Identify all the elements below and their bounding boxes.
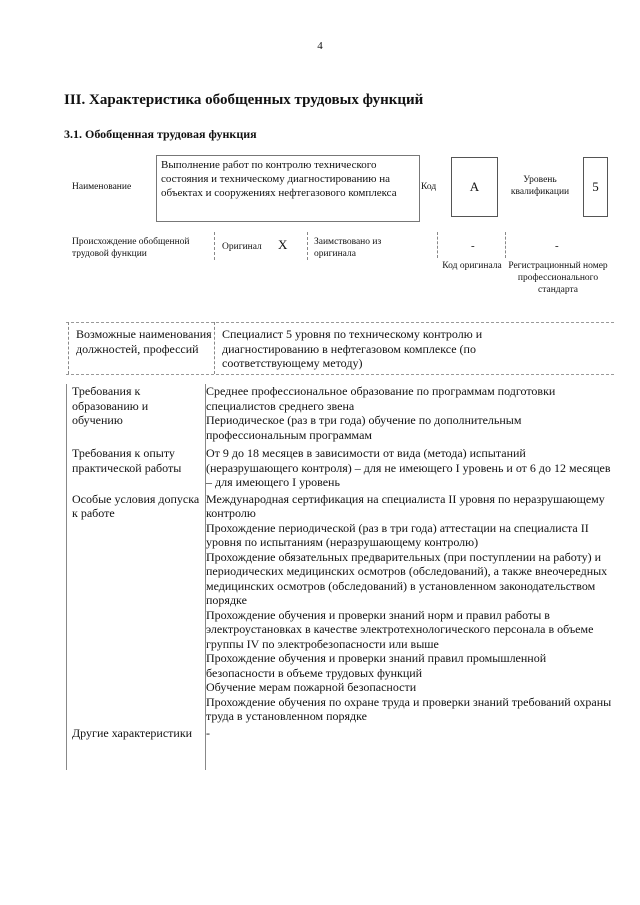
code-label: Код xyxy=(421,182,437,192)
divider xyxy=(66,322,614,323)
original-code-value: - xyxy=(471,240,475,252)
list-item: Прохождение обучения и проверки знаний правил промышленной безопасности в объеме трудовых функций xyxy=(206,651,547,680)
divider xyxy=(66,374,614,375)
positions-value: Специалист 5 уровня по техническому контролю и диагностированию в нефтегазовом комплексе (по соответствующему методу) xyxy=(222,327,483,370)
divider xyxy=(307,232,308,260)
table-row xyxy=(64,492,614,724)
experience-label: Требования к опыту практической работы xyxy=(72,446,182,475)
divider xyxy=(437,232,438,258)
list-item: Прохождение обучения и проверки знаний норм и правил работы в электроустановках в качестве электротехнологического персонала в объеме группы IV по электробезопасности или выше xyxy=(206,607,594,651)
table-row xyxy=(64,384,614,442)
divider xyxy=(214,322,215,374)
list-item: Прохождение обязательных предварительных (при поступлении на работу) и периодических медицинских осмотров (обследований), а также внеочередных медицинских осмотров (обследований) в установленном законодательством порядке xyxy=(206,549,608,607)
list-item: Обучение мерам пожарной безопасности xyxy=(206,680,417,694)
registration-number-caption: Регистрационный номер профессионального стандарта xyxy=(508,261,608,295)
code-value: А xyxy=(451,157,498,217)
borrowed-label: Заимствовано из оригинала xyxy=(314,237,382,259)
origin-label: Происхождение обобщенной трудовой функции xyxy=(72,237,190,259)
conditions-label: Особые условия допуска к работе xyxy=(72,491,200,520)
divider xyxy=(68,322,69,374)
section-title: III. Характеристика обобщенных трудовых функций xyxy=(64,92,424,108)
original-mark: X xyxy=(278,237,288,252)
table-row xyxy=(64,726,614,741)
divider xyxy=(214,232,215,260)
level-label: Уровень квалификации xyxy=(510,175,570,197)
original-label: Оригинал xyxy=(222,242,262,252)
list-item: Периодическое (раз в три года) обучение по дополнительным профессиональным программам xyxy=(206,413,522,442)
name-label: Наименование xyxy=(72,182,132,192)
education-label: Требования к образованию и обучению xyxy=(72,384,149,427)
other-label: Другие характеристики xyxy=(72,725,193,740)
list-item: Прохождение периодической (раз в три года) аттестации на специалиста II уровня по испытаниям (неразрушающему контролю) xyxy=(206,520,589,549)
function-name-field: Выполнение работ по контролю технического состояния и техническому диагностированию на объектах и сооружениях нефтегазового комплекса xyxy=(156,155,420,222)
list-item: Международная сертификация на специалиста II уровня по неразрушающему контролю xyxy=(206,491,605,520)
other-value: - xyxy=(206,725,210,740)
list-item: Среднее профессиональное образование по программам подготовки специалистов среднего звена xyxy=(206,384,556,413)
original-code-caption: Код оригинала xyxy=(442,261,502,271)
list-item: Прохождение обучения по охране труда и проверки знаний требований охраны труда в установленном порядке xyxy=(206,694,612,723)
divider xyxy=(505,232,506,258)
level-value: 5 xyxy=(583,157,608,217)
positions-label: Возможные наименования должностей, профессий xyxy=(76,327,212,356)
education-value xyxy=(200,384,614,442)
table-row xyxy=(64,446,614,490)
page-number: 4 xyxy=(317,40,323,52)
experience-value: От 9 до 18 месяцев в зависимости от вида (метода) испытаний (неразрушающего контроля) – для не имеющего I уровень и от 6 до 12 месяцев – для имеющего I уровень xyxy=(206,446,611,489)
subsection-title: 3.1. Обобщенная трудовая функция xyxy=(64,127,257,141)
registration-number-value: - xyxy=(555,240,559,252)
conditions-value xyxy=(200,492,614,724)
requirements-table xyxy=(64,384,614,740)
